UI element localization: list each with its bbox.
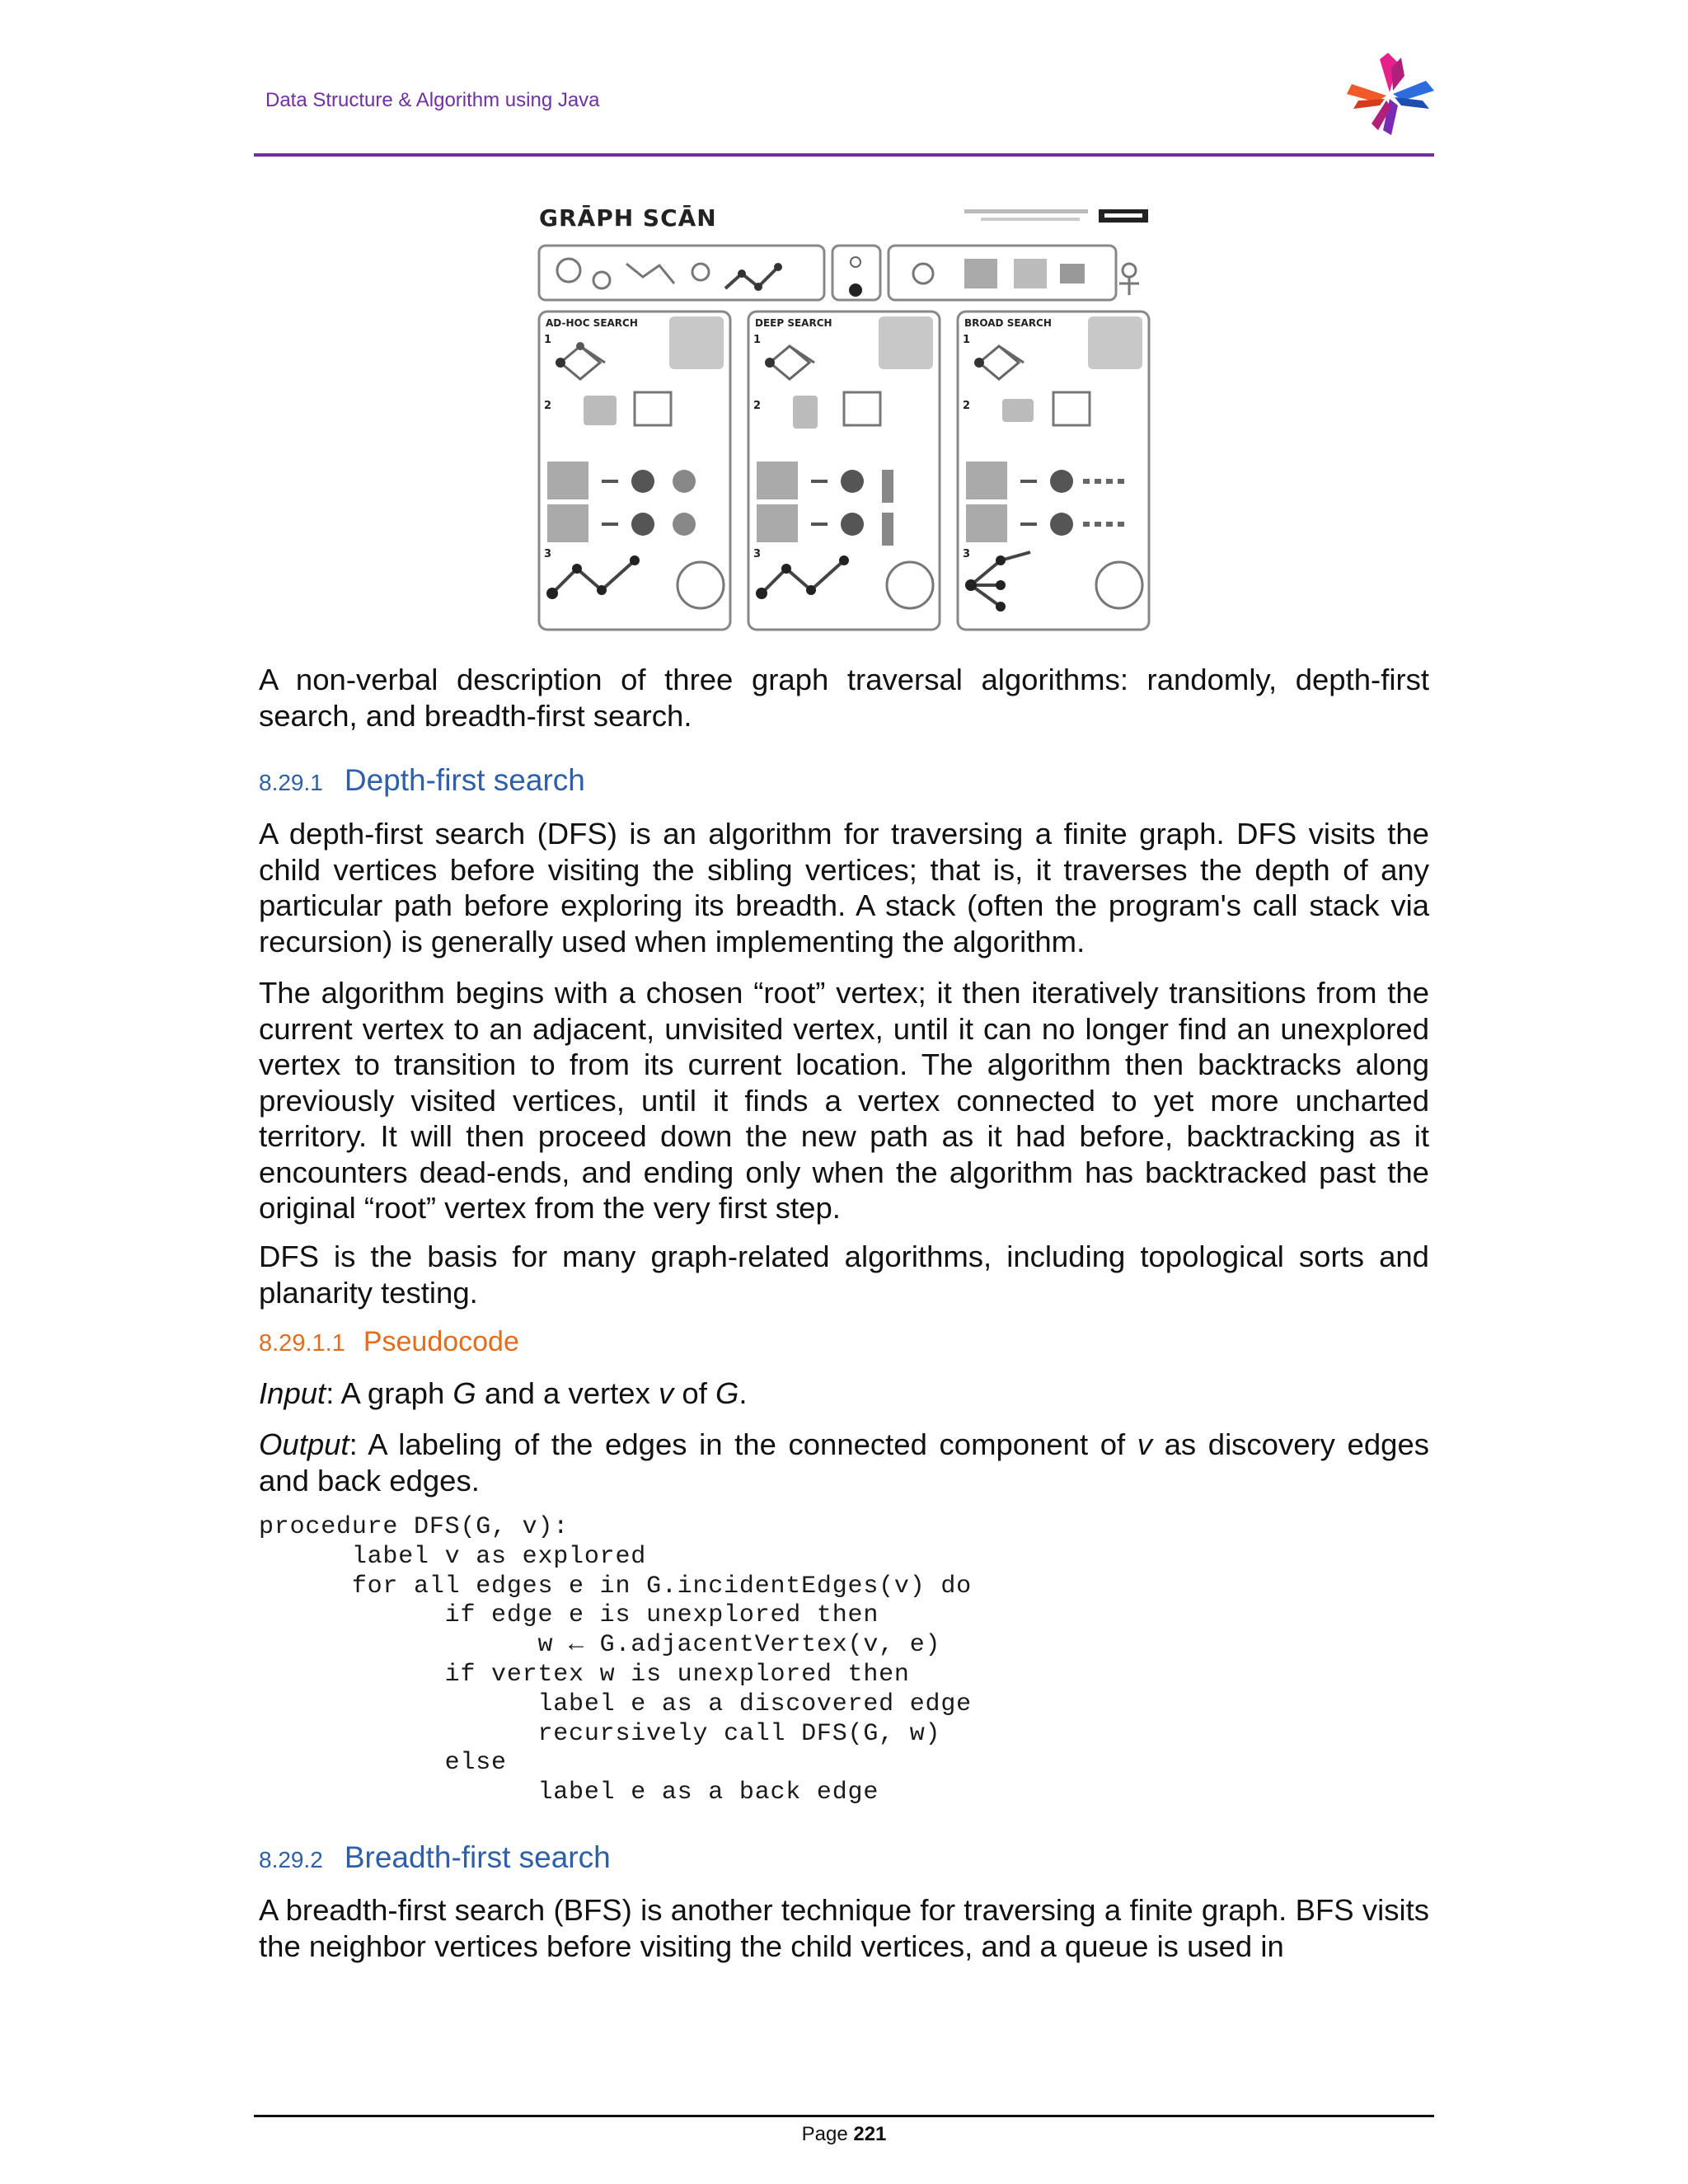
output-text: as discovery edges and back edges. — [259, 1427, 1429, 1497]
panel-1-step-2: 2 — [544, 400, 552, 412]
figure-url-tag — [964, 209, 1148, 223]
panel-2-step-1: 1 — [753, 334, 762, 346]
pseudocode-input — [259, 1376, 1429, 1412]
output-text: : A labeling of the edges in the connected component of — [349, 1427, 1137, 1461]
header-divider — [254, 153, 1434, 157]
dfs-paragraph-3 — [259, 1239, 1429, 1310]
input-text: of — [673, 1376, 715, 1410]
logo-petal-left-2 — [1353, 99, 1385, 109]
figure-intro-strip — [539, 246, 1139, 300]
dfs-pseudocode-block: procedure DFS(G, v): label v as explored for all edges e in G.incidentEdges(v) do if edge e is unexplored then w ← G.adjacentVertex(v, e) if vertex w is unexplored then label e as a discovered edge recursively call DFS(G, w) else label e as a back edge — [259, 1513, 972, 1807]
dfs-paragraph-2: The algorithm begins with a chosen “root” vertex; it then iteratively transitions from the current vertex to an adjacent, unvisited vertex, until it can no longer find an unexplored vertex to transition to from its current location. The algorithm then backtracks along previously visited vertices, until it finds a vertex connected to yet more uncharted territory. It will then proceed down the new path as it had before, backtracking as it encounters dead-ends, and ending only when the algorithm has backtracked past the original “root” vertex from the very first step. — [259, 976, 1429, 1225]
panel-title-deep: DEEP SEARCH — [755, 317, 832, 329]
output-var-v: v — [1137, 1427, 1153, 1461]
topological-sorts-link[interactable]: topological sorts — [1140, 1240, 1365, 1273]
panel-title-ad-hoc: AD-HOC SEARCH — [546, 317, 638, 329]
input-text: and a vertex — [476, 1376, 659, 1410]
dfs-paragraph-3-text: DFS is the basis for many graph-related algorithms, including — [259, 1240, 1141, 1273]
header-title: Data Structure & Algorithm using Java — [265, 89, 600, 111]
pseudocode-output — [259, 1427, 1429, 1498]
page-number: 221 — [853, 2123, 887, 2145]
bfs-paragraph-1: A breadth-first search (BFS) is another technique for traversing a finite graph. BFS visits the neighbor vertices before visiting the child vertices, and a queue is used in — [259, 1893, 1429, 1963]
publisher-logo-icon — [1343, 51, 1436, 137]
panel-2-step-2: 2 — [753, 400, 762, 412]
input-var-v: v — [659, 1376, 674, 1410]
panel-3-step-2: 2 — [963, 400, 971, 412]
input-text: : A graph — [326, 1376, 453, 1410]
subsection-number: 8.29.1.1 — [259, 1330, 345, 1357]
graph-scan-figure — [536, 198, 1154, 633]
section-title: Depth-first search — [344, 763, 585, 797]
page-label: Page — [801, 2123, 848, 2145]
panel-1-step-1: 1 — [544, 334, 552, 346]
dfs-paragraph-1: A depth-first search (DFS) is an algorithm for traversing a finite graph. DFS visits the child vertices before visiting the sibling vertices; that is, it traverses the depth of any particular path before exploring its breadth. A stack (often the program's call stack via recursion) is generally used when implementing the algorithm. — [259, 817, 1429, 958]
section-number: 8.29.2 — [259, 1847, 323, 1872]
logo-petal-right — [1393, 81, 1434, 101]
logo-petal-right-2 — [1395, 97, 1429, 109]
panel-1-step-3: 3 — [544, 548, 552, 560]
figure-caption: A non-verbal description of three graph traversal algorithms: randomly, depth-first search, and breadth-first search. — [259, 663, 1429, 733]
page-footer — [0, 2123, 1688, 2146]
section-heading-bfs — [259, 1840, 611, 1875]
input-text: . — [738, 1376, 748, 1410]
dfs-paragraph-3-tail: and planarity testing. — [259, 1240, 1429, 1310]
output-label: Output — [259, 1427, 349, 1461]
input-var-g: G — [452, 1376, 476, 1410]
panel-2-step-3: 3 — [753, 548, 762, 560]
panel-3-step-3: 3 — [963, 548, 971, 560]
input-var-g: G — [715, 1376, 739, 1410]
section-heading-dfs — [259, 763, 585, 798]
input-label: Input — [259, 1376, 326, 1410]
section-number: 8.29.1 — [259, 770, 323, 795]
panel-3-step-1: 1 — [963, 334, 971, 346]
figure-title: GRĀPH SCĀN — [539, 204, 717, 232]
panel-ad-hoc-search — [539, 312, 730, 630]
subsection-title: Pseudocode — [363, 1326, 519, 1357]
subsection-heading-pseudocode — [259, 1326, 519, 1358]
panel-title-broad: BROAD SEARCH — [964, 317, 1052, 329]
footer-divider — [254, 2115, 1434, 2117]
panel-deep-search — [748, 312, 940, 630]
section-title: Breadth-first search — [344, 1840, 611, 1874]
panel-broad-search — [958, 312, 1149, 630]
